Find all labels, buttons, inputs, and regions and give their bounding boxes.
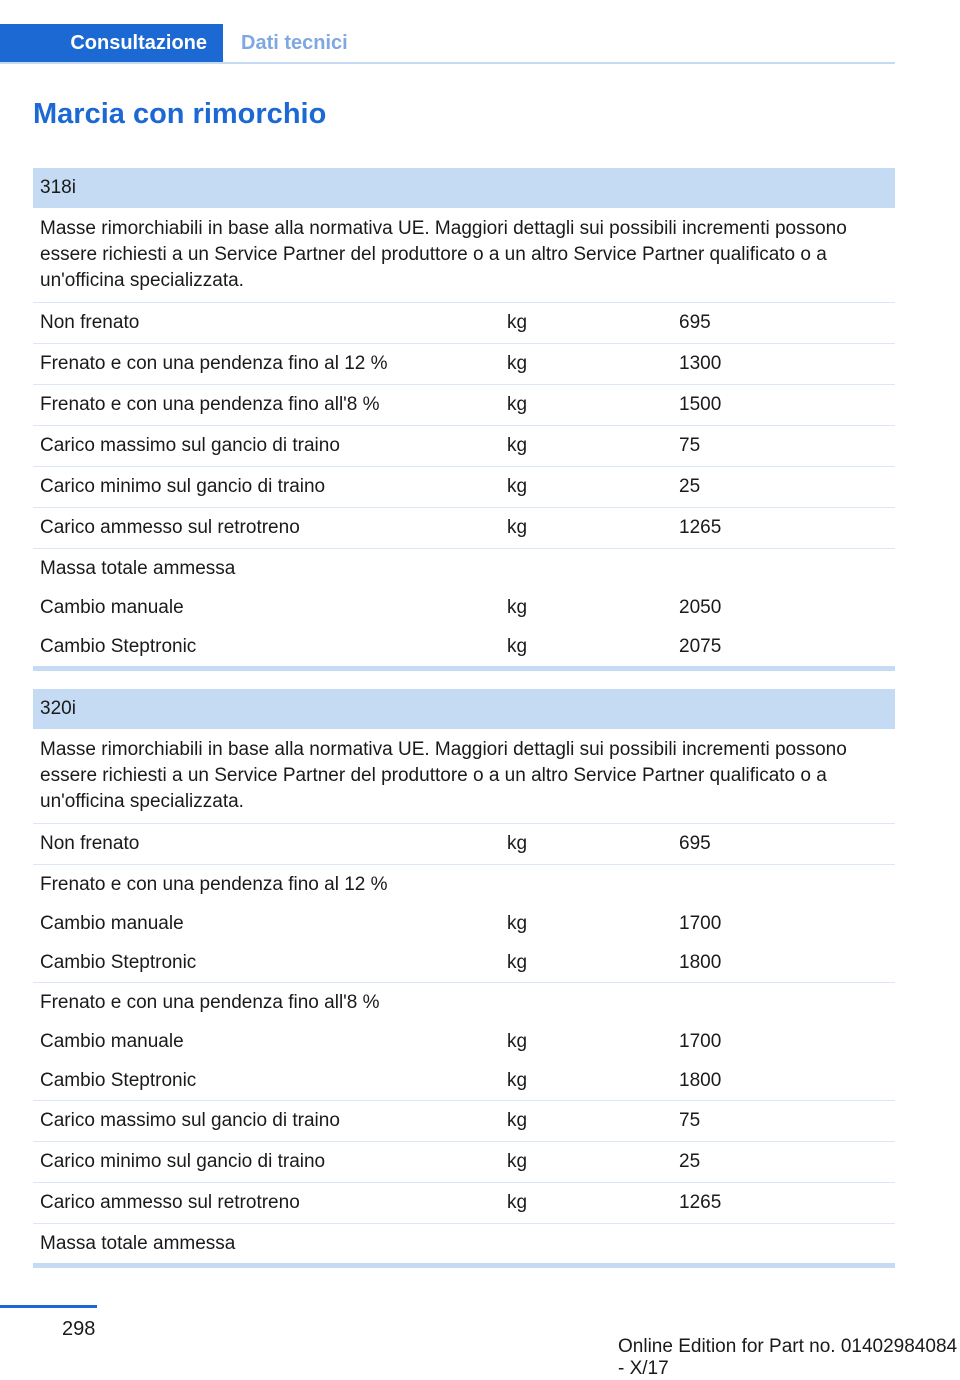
table-note: Masse rimorchiabili in base alla normativa UE. Maggiori dettagli sui possibili incrementi possono essere richiesti a un Service Partner del produttore o a un altro Service Partner qualificato o a un'officina specializzata. <box>33 208 895 303</box>
row-value: 695 <box>679 312 711 333</box>
row-label: Non frenato <box>40 833 140 854</box>
footer-rule <box>0 1305 97 1308</box>
page-number: 298 <box>62 1318 96 1340</box>
table-note: Masse rimorchiabili in base alla normativa UE. Maggiori dettagli sui possibili incrementi possono essere richiesti a un Service Partner del produttore o a un altro Service Partner qualificato o a un'officina specializzata. <box>33 729 895 824</box>
row-unit: kg <box>507 912 528 934</box>
row-value: 1265 <box>679 517 722 538</box>
group-label: Frenato e con una pendenza fino all'8 % <box>40 991 380 1013</box>
table-row <box>33 1142 895 1183</box>
group-label: Massa totale ammessa <box>40 557 236 579</box>
group-header-row <box>33 1224 895 1263</box>
table-row <box>33 904 895 943</box>
tab-dati-tecnici[interactable]: Dati tecnici <box>241 31 348 54</box>
table-row <box>33 426 895 467</box>
tab-consultazione[interactable]: Consultazione <box>0 24 223 62</box>
table-row <box>33 385 895 426</box>
row-value: 2050 <box>679 596 722 618</box>
row-label: Cambio manuale <box>40 912 184 934</box>
model-header: 320i <box>33 689 895 729</box>
row-value: 75 <box>679 435 701 456</box>
row-value: 695 <box>679 833 711 854</box>
row-unit: kg <box>507 394 528 415</box>
row-value: 25 <box>679 476 701 497</box>
table-row <box>33 1183 895 1224</box>
table-row <box>33 824 895 865</box>
row-unit: kg <box>507 1030 528 1052</box>
table-row <box>33 467 895 508</box>
row-label: Carico massimo sul gancio di traino <box>40 1110 340 1131</box>
row-unit: kg <box>507 517 528 538</box>
table-row <box>33 588 895 627</box>
row-value: 1700 <box>679 1030 722 1052</box>
row-unit: kg <box>507 1110 528 1131</box>
row-value: 1800 <box>679 1069 722 1091</box>
row-label: Non frenato <box>40 312 140 333</box>
row-value: 75 <box>679 1110 701 1131</box>
row-label: Carico minimo sul gancio di traino <box>40 1151 326 1172</box>
row-value: 1500 <box>679 394 722 415</box>
group-header-row <box>33 983 895 1022</box>
row-label: Carico ammesso sul retrotreno <box>40 1192 300 1213</box>
row-value: 1265 <box>679 1192 722 1213</box>
table-row <box>33 303 895 344</box>
row-label: Cambio Steptronic <box>40 1069 197 1091</box>
row-label: Cambio Steptronic <box>40 635 197 657</box>
row-value: 1700 <box>679 912 722 934</box>
row-label: Frenato e con una pendenza fino al 12 % <box>40 353 388 374</box>
row-unit: kg <box>507 833 528 854</box>
row-value: 25 <box>679 1151 701 1172</box>
row-label: Cambio manuale <box>40 1030 184 1052</box>
spec-table-320i <box>33 689 895 1268</box>
table-row <box>33 1101 895 1142</box>
row-unit: kg <box>507 353 528 374</box>
row-label: Frenato e con una pendenza fino all'8 % <box>40 394 380 415</box>
table-row <box>33 344 895 385</box>
row-value: 1300 <box>679 353 722 374</box>
row-label: Cambio manuale <box>40 596 184 618</box>
row-value: 2075 <box>679 635 722 657</box>
table-row <box>33 1022 895 1061</box>
row-label: Carico massimo sul gancio di traino <box>40 435 340 456</box>
edition-note: Online Edition for Part no. 01402984084 - X/17 <box>618 1336 958 1379</box>
model-header: 318i <box>33 168 895 208</box>
row-unit: kg <box>507 1192 528 1213</box>
table-row <box>33 508 895 549</box>
group-label: Massa totale ammessa <box>40 1232 236 1254</box>
group-header-row <box>33 865 895 904</box>
page-header <box>0 24 895 64</box>
row-unit: kg <box>507 1151 528 1172</box>
row-label: Carico minimo sul gancio di traino <box>40 476 326 497</box>
row-unit: kg <box>507 635 528 657</box>
page-title: Marcia con rimorchio <box>33 98 327 130</box>
table-row <box>33 1061 895 1101</box>
group-header-row <box>33 549 895 588</box>
table-row <box>33 943 895 983</box>
row-unit: kg <box>507 1069 528 1091</box>
row-unit: kg <box>507 312 528 333</box>
row-value: 1800 <box>679 951 722 973</box>
group-label: Frenato e con una pendenza fino al 12 % <box>40 873 388 895</box>
table-row <box>33 627 895 666</box>
row-unit: kg <box>507 596 528 618</box>
spec-table-318i <box>33 168 895 671</box>
row-label: Carico ammesso sul retrotreno <box>40 517 300 538</box>
row-unit: kg <box>507 435 528 456</box>
row-unit: kg <box>507 476 528 497</box>
row-label: Cambio Steptronic <box>40 951 197 973</box>
row-unit: kg <box>507 951 528 973</box>
